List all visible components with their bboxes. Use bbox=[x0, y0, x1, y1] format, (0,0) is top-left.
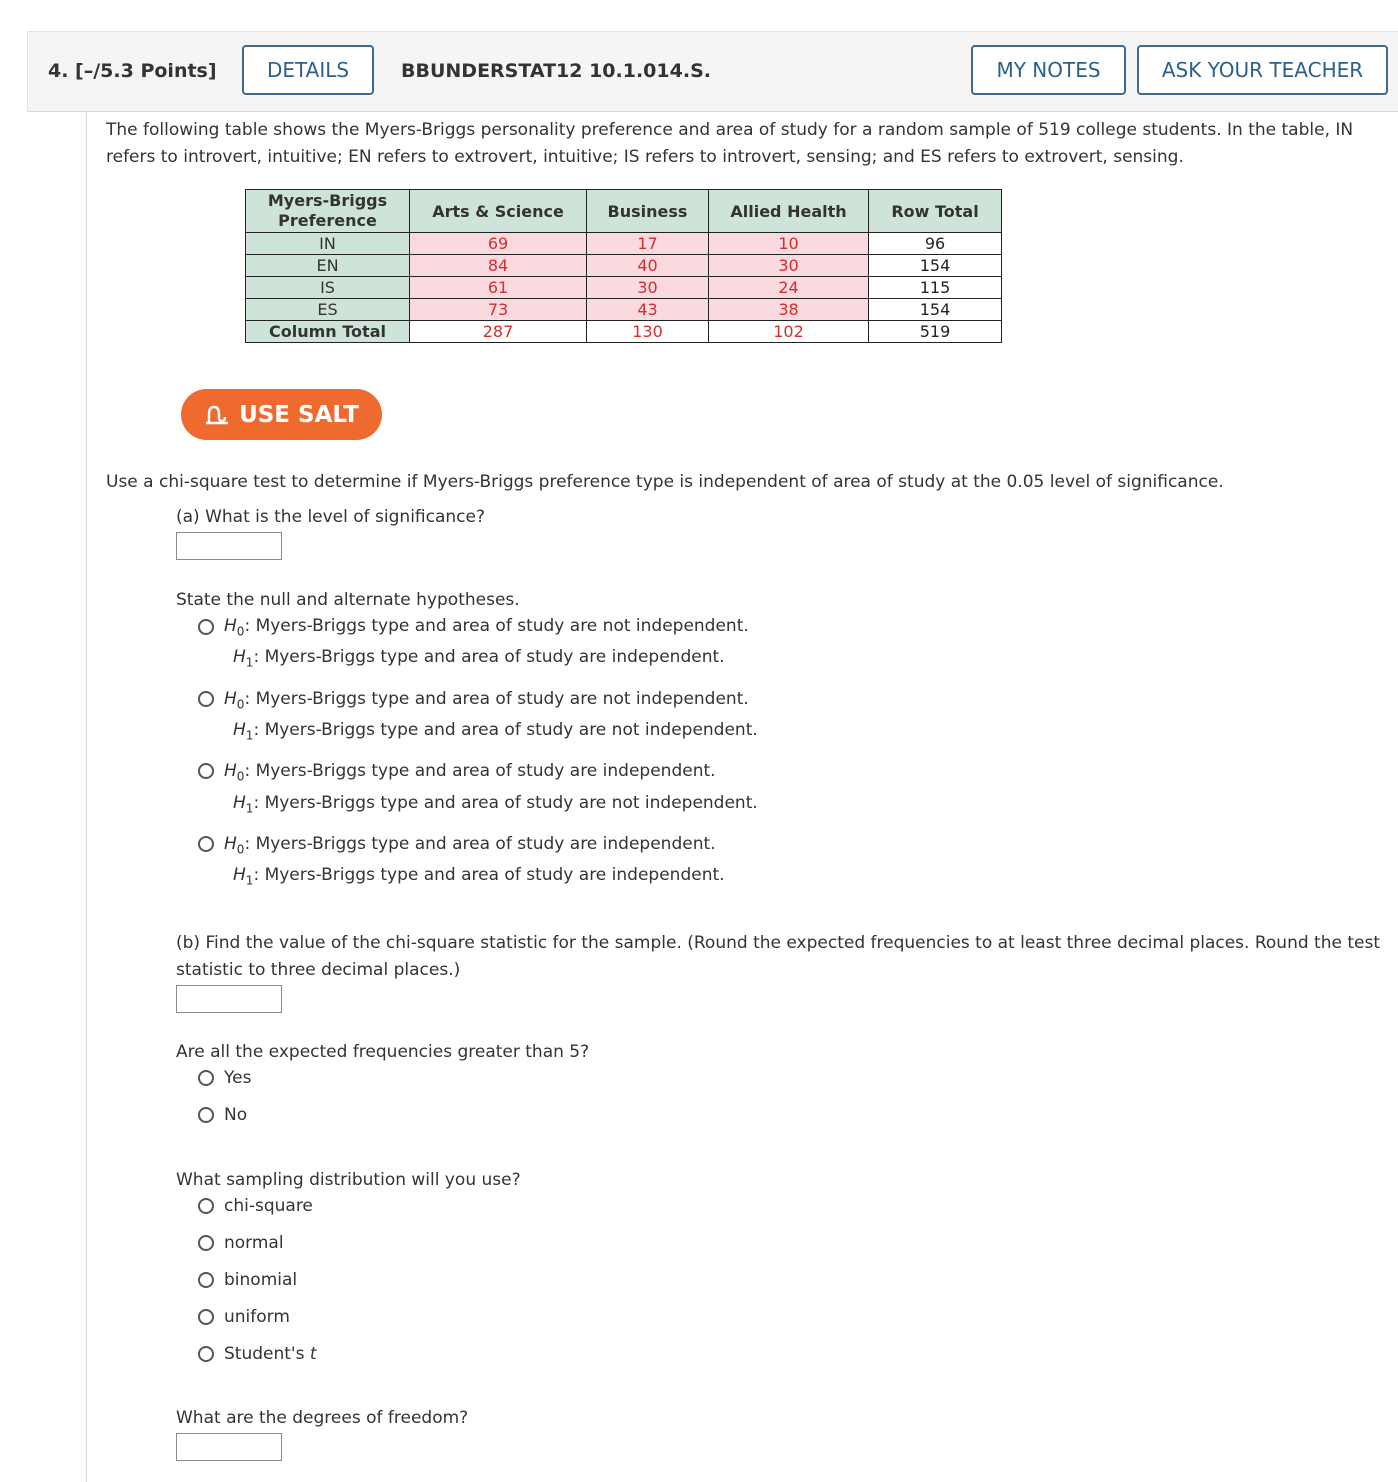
hypotheses-prompt: State the null and alternate hypotheses. bbox=[176, 590, 520, 610]
row-label: IN bbox=[246, 233, 410, 255]
header-business: Business bbox=[587, 190, 709, 233]
degrees-of-freedom-input[interactable] bbox=[176, 1433, 282, 1461]
hypothesis-option-2-h1: $H_1$: Myers-Briggs type and area of study are not independent. bbox=[233, 720, 758, 743]
table-cell: 17 bbox=[587, 233, 709, 255]
ask-your-teacher-button[interactable]: ASK YOUR TEACHER bbox=[1137, 45, 1388, 95]
part-b-question: (b) Find the value of the chi-square statistic for the sample. (Round the expected frequencies to at least three decimal places. Round the test statistic to three decimal places.) bbox=[176, 933, 1380, 980]
hypothesis-option-2-radio[interactable] bbox=[198, 691, 214, 707]
table-row bbox=[246, 255, 1002, 277]
hypothesis-option-3-radio[interactable] bbox=[198, 763, 214, 779]
hypothesis-option-4-radio[interactable] bbox=[198, 836, 214, 852]
distribution-students-t-radio[interactable] bbox=[198, 1346, 214, 1362]
expected-no-radio[interactable] bbox=[198, 1107, 214, 1123]
level-of-significance-input[interactable] bbox=[176, 532, 282, 560]
distribution-uniform-radio[interactable] bbox=[198, 1309, 214, 1325]
row-total-cell: 154 bbox=[869, 299, 1002, 321]
header-preference: Myers-Briggs Preference bbox=[246, 190, 410, 233]
table-cell: 24 bbox=[709, 277, 869, 299]
instruction-text: Use a chi-square test to determine if Myers-Briggs preference type is independent of area of study at the 0.05 level of significance. bbox=[106, 472, 1224, 492]
grand-total-cell: 519 bbox=[869, 321, 1002, 343]
table-cell: 40 bbox=[587, 255, 709, 277]
chi-square-statistic-input[interactable] bbox=[176, 985, 282, 1013]
degrees-of-freedom-prompt: What are the degrees of freedom? bbox=[176, 1408, 469, 1428]
hypothesis-option-3-h1: $H_1$: Myers-Briggs type and area of study are not independent. bbox=[233, 793, 758, 816]
table-cell: 10 bbox=[709, 233, 869, 255]
table-row bbox=[246, 299, 1002, 321]
table-cell: 43 bbox=[587, 299, 709, 321]
use-salt-button[interactable] bbox=[181, 389, 382, 440]
my-notes-button[interactable]: MY NOTES bbox=[971, 45, 1126, 95]
myers-briggs-table bbox=[245, 189, 1002, 343]
expected-no-label: No bbox=[224, 1105, 248, 1125]
column-total-cell: 130 bbox=[587, 321, 709, 343]
question-id: BBUNDERSTAT12 10.1.014.S. bbox=[401, 60, 711, 82]
intro-text: The following table shows the Myers-Briggs personality preference and area of study for a random sample of 519 college students. In the table, IN refers to introvert, intuitive; EN refers to extrovert, intuitive; IS refers to introvert, sensing; and ES refers to extrovert, sensing. bbox=[106, 120, 1354, 167]
question-number: 4. [–/5.3 Points] bbox=[48, 60, 217, 82]
table-row bbox=[246, 277, 1002, 299]
header-arts-science: Arts & Science bbox=[410, 190, 587, 233]
hypothesis-option-3-h0: $H_0$: Myers-Briggs type and area of study are independent. bbox=[224, 761, 716, 784]
part-a-question: (a) What is the level of significance? bbox=[176, 507, 486, 527]
table-header-row bbox=[246, 190, 1002, 233]
distribution-chi-square-radio[interactable] bbox=[198, 1198, 214, 1214]
column-total-row bbox=[246, 321, 1002, 343]
details-button[interactable]: DETAILS bbox=[242, 45, 374, 95]
table-cell: 84 bbox=[410, 255, 587, 277]
table-cell: 30 bbox=[587, 277, 709, 299]
distribution-uniform-label: uniform bbox=[224, 1307, 290, 1327]
column-total-label: Column Total bbox=[246, 321, 410, 343]
table-cell: 38 bbox=[709, 299, 869, 321]
table-cell: 30 bbox=[709, 255, 869, 277]
hypothesis-option-1-radio[interactable] bbox=[198, 619, 214, 635]
distribution-prompt: What sampling distribution will you use? bbox=[176, 1170, 521, 1190]
header-allied-health: Allied Health bbox=[709, 190, 869, 233]
row-total-cell: 115 bbox=[869, 277, 1002, 299]
row-label: EN bbox=[246, 255, 410, 277]
salt-icon bbox=[204, 403, 230, 427]
column-total-cell: 287 bbox=[410, 321, 587, 343]
expected-yes-radio[interactable] bbox=[198, 1070, 214, 1086]
expected-frequencies-prompt: Are all the expected frequencies greater than 5? bbox=[176, 1042, 590, 1062]
row-total-cell: 96 bbox=[869, 233, 1002, 255]
distribution-binomial-radio[interactable] bbox=[198, 1272, 214, 1288]
question-header bbox=[27, 31, 1398, 112]
row-total-cell: 154 bbox=[869, 255, 1002, 277]
hypothesis-option-4-h1: $H_1$: Myers-Briggs type and area of study are independent. bbox=[233, 865, 725, 888]
row-label: ES bbox=[246, 299, 410, 321]
top-band bbox=[0, 0, 1398, 30]
distribution-normal-radio[interactable] bbox=[198, 1235, 214, 1251]
table-row bbox=[246, 233, 1002, 255]
hypothesis-option-1-h0: $H_0$: Myers-Briggs type and area of study are not independent. bbox=[224, 616, 749, 639]
expected-yes-label: Yes bbox=[224, 1068, 252, 1088]
hypothesis-option-1-h1: $H_1$: Myers-Briggs type and area of study are independent. bbox=[233, 647, 725, 670]
distribution-students-t-label: Student's t bbox=[224, 1344, 317, 1364]
distribution-binomial-label: binomial bbox=[224, 1270, 298, 1290]
distribution-chi-square-label: chi-square bbox=[224, 1196, 313, 1216]
hypothesis-option-2-h0: $H_0$: Myers-Briggs type and area of study are not independent. bbox=[224, 689, 749, 712]
column-total-cell: 102 bbox=[709, 321, 869, 343]
distribution-normal-label: normal bbox=[224, 1233, 284, 1253]
header-row-total: Row Total bbox=[869, 190, 1002, 233]
row-label: IS bbox=[246, 277, 410, 299]
use-salt-label: USE SALT bbox=[239, 401, 359, 428]
hypothesis-option-4-h0: $H_0$: Myers-Briggs type and area of study are independent. bbox=[224, 834, 716, 857]
table-cell: 69 bbox=[410, 233, 587, 255]
content-left-rule bbox=[86, 111, 87, 1482]
table-cell: 61 bbox=[410, 277, 587, 299]
table-cell: 73 bbox=[410, 299, 587, 321]
